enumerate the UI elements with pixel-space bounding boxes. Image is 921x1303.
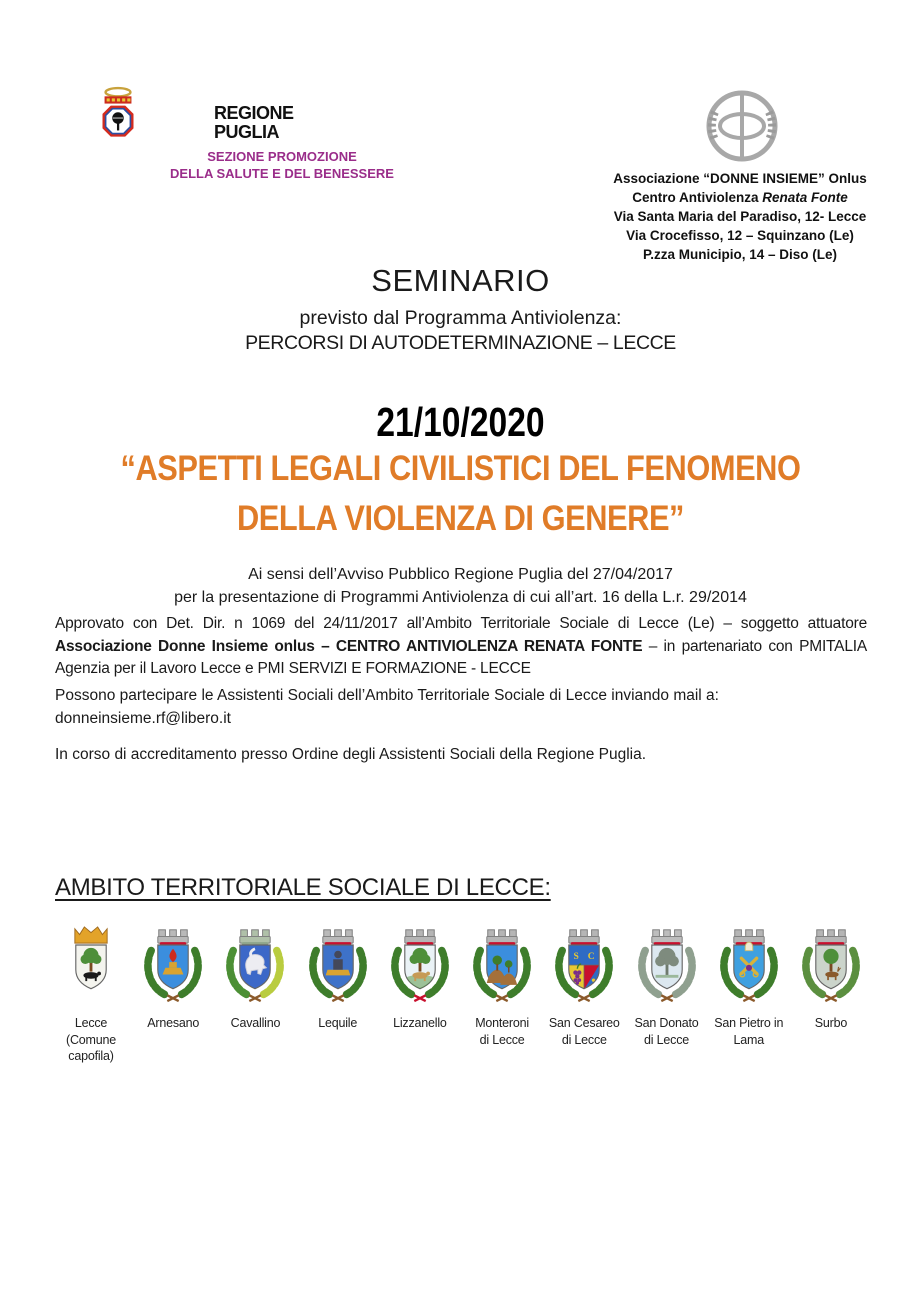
san-donato-di-lecce-crest-icon [629,920,705,1008]
department-name: SEZIONE PROMOZIONE DELLA SALUTE E DEL BENESSERE [170,149,394,181]
seminar-title: SEMINARIO [371,263,550,298]
municipality-label: Cavallino [230,1016,281,1030]
municipality-label: San Pietro in Lama [714,1016,784,1047]
address-line: Via Crocefisso, 12 – Squinzano (Le) [626,228,854,243]
approval-paragraph: Approvato con Det. Dir. n 1069 del 24/11/2017 all’Ambito Territoriale Sociale di Lecce (Le) – soggetto attuatore Associazione Donne Insieme onlus – CENTRO ANTIVIOLENZA RENATA FONTE – in partenariato con PMITALIA Agenzia per il Lavoro Lecce e PMI SERVIZI E FORMAZIONE - LECCE [55,615,867,677]
lequile-crest-icon [300,920,376,1008]
municipalities-crest-row [50,920,872,1065]
municipality-lizzanello [379,920,461,1065]
municipality-lecce [50,920,132,1065]
regione-puglia-logo-icon [95,86,141,148]
participation-text: Possono partecipare le Assistenti Sociali dell’Ambito Territoriale Sociale di Lecce inviando mail a: [55,687,719,704]
monteroni-di-lecce-crest-icon [464,920,540,1008]
participation-paragraph [55,684,867,730]
svg-text:S: S [573,952,580,963]
reference-line1: Ai sensi dell’Avviso Pubblico Regione Puglia del 27/04/2017 [248,566,673,583]
municipality-label: San Cesareo di Lecce [548,1016,620,1047]
municipality-arnesano [132,920,214,1065]
municipality-cavallino [214,920,296,1065]
accreditation-paragraph: In corso di accreditamento presso Ordine degli Assistenti Sociali della Regione Puglia. [55,746,647,763]
reference-line2: per la presentazione di Programmi Antiviolenza di cui all’art. 16 della L.r. 29/2014 [174,589,747,606]
municipality-label: Lequile [318,1016,358,1030]
participation-email: donneinsieme.rf@libero.it [55,710,231,727]
municipality-label: Surbo [814,1016,848,1030]
seminar-topic-line2: DELLA VIOLENZA DI GENERE” [236,499,685,538]
arnesano-crest-icon [135,920,211,1008]
association-name: Associazione “DONNE INSIEME” Onlus [613,171,867,186]
lizzanello-crest-icon [382,920,458,1008]
lecce-crest-icon [53,920,129,1008]
donne-insieme-logo-icon [705,88,779,164]
seminar-topic-line1: “ASPETTI LEGALI CIVILISTICI DEL FENOMENO [120,449,801,488]
municipality-san-cesareo-di-lecce [543,920,625,1065]
seminar-date: 21/10/2020 [376,399,545,445]
san-cesareo-di-lecce-crest-icon [546,920,622,1008]
municipality-label: Lizzanello [393,1016,447,1030]
municipality-san-pietro-in-lama [708,920,790,1065]
svg-text:C: C [588,952,595,963]
municipality-label: Monteroni di Lecce [475,1016,529,1047]
address-line: Via Santa Maria del Paradiso, 12- Lecce [613,209,867,224]
municipality-monteroni-di-lecce [461,920,543,1065]
center-name: Centro Antiviolenza Renata Fonte [632,190,848,205]
municipality-san-donato-di-lecce [626,920,708,1065]
cavallino-crest-icon [217,920,293,1008]
surbo-crest-icon [793,920,869,1008]
municipality-surbo [790,920,872,1065]
san-pietro-in-lama-crest-icon [711,920,787,1008]
municipality-lequile [297,920,379,1065]
municipality-label: San Donato di Lecce [634,1016,699,1047]
association-address-block [565,169,915,264]
municipality-label: Arnesano [147,1016,200,1030]
address-line: P.zza Municipio, 14 – Diso (Le) [642,247,838,262]
seminar-program-name: PERCORSI DI AUTODETERMINAZIONE – LECCE [245,332,676,354]
ambito-heading: AMBITO TERRITORIALE SOCIALE DI LECCE: [55,874,551,901]
municipality-label: Lecce (Comune capofila) [65,1016,116,1063]
regione-puglia-name: REGIONE PUGLIA [214,103,294,142]
seminar-subtitle: previsto dal Programma Antiviolenza: [299,307,622,329]
